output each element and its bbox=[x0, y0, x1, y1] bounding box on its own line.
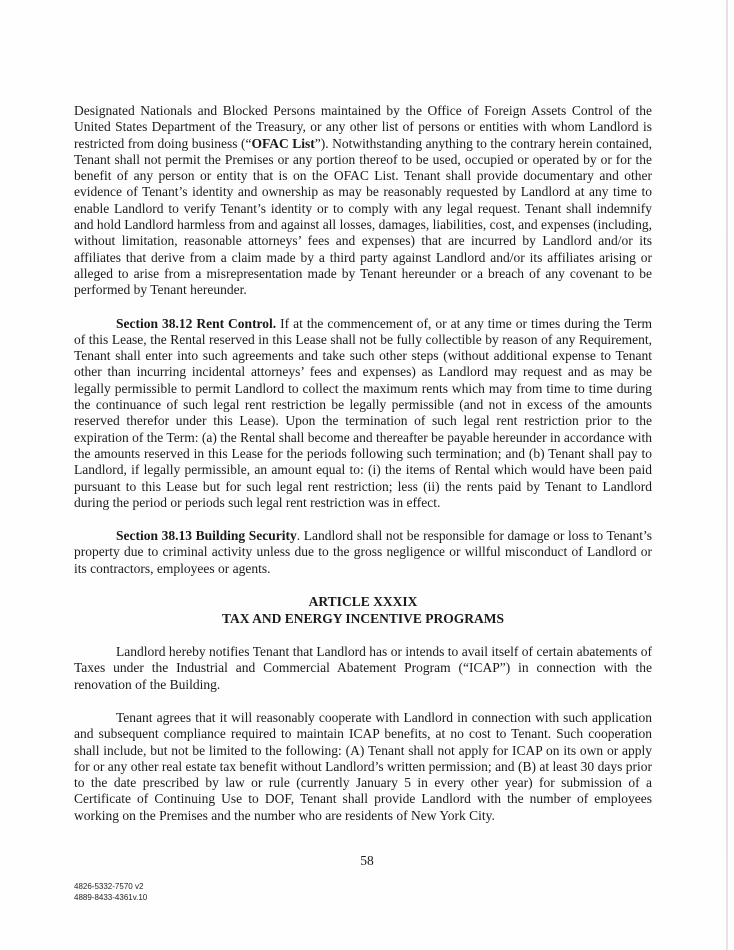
section-38-12-text: If at the commencement of, or at any time or times during the Term of this Lease, the Rental reserved in this Lease shall not be fully collectible by reason of any Requirement, Tenant shall enter into such agreements and take such other steps (without additional expense to Tenant other than incurring incidental attorneys’ fees and expenses) as Landlord may request and as may be legally permissible to permit Landlord to collect the maximum rents which may from time to time during the continuance of such legal rent restriction be legally permissible (and not in excess of the amounts reserved therefor under this Lease). Upon the termination of such legal rent restriction prior to the expiration of the Term: (a) the Rental shall become and thereafter be payable hereunder in accordance with the amounts reserved in this Lease for the periods following such termination; and (b) Tenant shall pay to Landlord, if legally permissible, an amount equal to: (i) the items of Rental which would have been paid pursuant to this Lease but for such legal rent restriction; less (ii) the rents paid by Tenant to Landlord during the period or periods such legal rent restriction was in effect. bbox=[74, 315, 652, 510]
page-edge bbox=[726, 0, 728, 950]
paragraph-icap-notice: Landlord hereby notifies Tenant that Landlord has or intends to avail itself of certain abatements of Taxes under the Industrial and Commercial Abatement Program (“ICAP”) in connection with the renovation of the Building. bbox=[74, 644, 652, 692]
ofac-text-rest: ”). Notwithstanding anything to the contrary herein contained, Tenant shall not permit the Premises or any portion thereof to be used, occupied or operated by or for the benefit of any person or entity that is on the OFAC List. Tenant shall provide documentary and other evidence of Tenant’s identity and ownership as may be reasonably requested by Landlord at any time to enable Landlord to verify Tenant’s identity or to comply with any legal request. Tenant shall indemnify and hold Landlord harmless from and against all losses, damages, liabilities, cost, and expenses (including, without limitation, reasonable attorneys’ fees and expenses) that are incurred by Landlord and/or its affiliates that derive from a claim made by a third party against Landlord and/or its affiliates arising or alleged to arise from a misrepresentation made by Tenant hereunder or a breach of any covenant to be performed by Tenant hereunder. bbox=[74, 135, 652, 298]
ofac-text-start: Designated Nationals and Blocked Persons maintained by the Office of Foreign Assets Control of the United States Department of the Treasury, or any other list of persons or entities with whom Landlord is restricted from doing business (“ bbox=[74, 103, 652, 151]
article-subtitle: TAX AND ENERGY INCENTIVE PROGRAMS bbox=[221, 610, 505, 626]
section-38-13-text: . Landlord shall not be responsible for damage or loss to Tenant’s property due to criminal activity unless due to the gross negligence or willful misconduct of Landlord or its contractors, employees or agents. bbox=[74, 528, 653, 576]
section-38-12 bbox=[74, 316, 652, 512]
article-title: ARTICLE XXXIX bbox=[308, 594, 418, 610]
document-ids bbox=[74, 882, 147, 903]
doc-id-2: 4889-8433-4361v.10 bbox=[74, 892, 148, 902]
section-38-12-heading: Section 38.12 Rent Control. bbox=[116, 315, 277, 331]
paragraph-ofac bbox=[74, 103, 652, 299]
doc-id-1: 4826-5332-7570 v2 bbox=[74, 882, 144, 891]
ofac-list-term: OFAC List bbox=[251, 135, 315, 151]
paragraph-icap-cooperation: Tenant agrees that it will reasonably cooperate with Landlord in connection with such application and subsequent compliance required to maintain ICAP benefits, at no cost to Tenant. Such cooperation shall include, but not be limited to the following: (A) Tenant shall not apply for ICAP on its own or apply for or any other real estate tax benefit without Landlord’s written permission; and (B) at least 30 days prior to the date prescribed by law or rule (currently January 5 in every other year) for submission of a Certificate of Continuing Use to DOF, Tenant shall provide Landlord with the number of employees working on the Premises and the number who are residents of New York City. bbox=[74, 709, 652, 823]
document-body bbox=[74, 103, 652, 824]
page-number: 58 bbox=[360, 853, 374, 868]
section-38-13 bbox=[74, 528, 652, 577]
section-38-13-heading: Section 38.13 Building Security bbox=[116, 528, 297, 544]
